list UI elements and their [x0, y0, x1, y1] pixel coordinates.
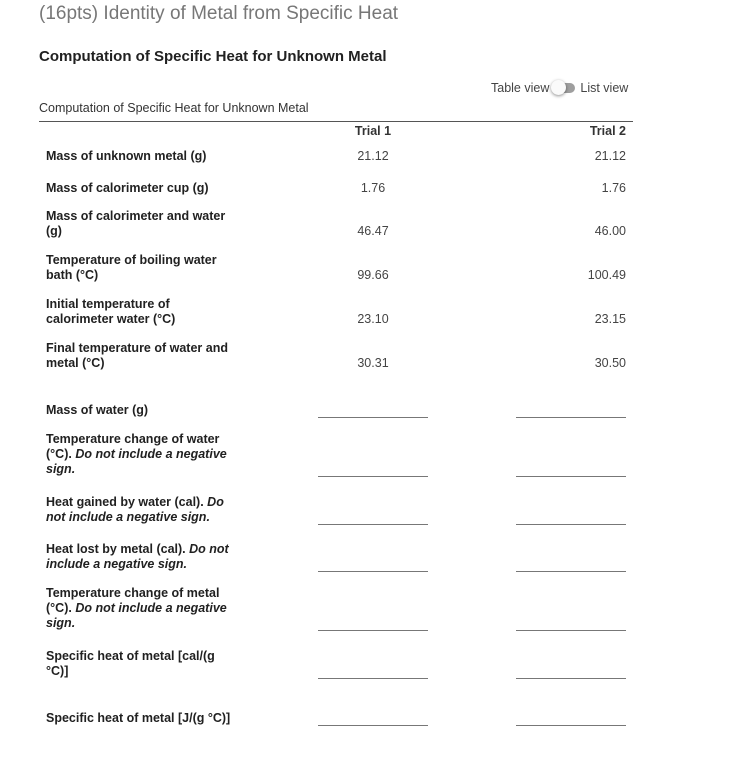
row-note: Do not include a negative sign.	[46, 495, 224, 524]
list-view-label: List view	[580, 81, 629, 95]
trial-2-answer-input[interactable]	[516, 711, 626, 726]
trial-2-value: 23.15	[594, 312, 626, 326]
trial-2-value: 21.12	[594, 149, 626, 163]
table-top-rule	[39, 121, 633, 122]
row-label: Mass of calorimeter cup (g)	[46, 181, 209, 195]
row-label	[46, 495, 230, 525]
trial-2-value: 100.49	[587, 268, 626, 282]
trial-1-answer-input[interactable]	[318, 462, 428, 477]
trial-1-answer-input[interactable]	[318, 557, 428, 572]
view-toggle	[491, 80, 628, 96]
trial-1-value: 23.10	[357, 312, 389, 326]
trial-1-answer-input[interactable]	[318, 711, 428, 726]
trial-1-answer-input[interactable]	[318, 403, 428, 418]
trial-2-value: 1.76	[601, 181, 626, 195]
row-label-text: Mass of water (g)	[46, 403, 149, 417]
row-label	[46, 649, 230, 679]
trial-1-answer-input[interactable]	[318, 616, 428, 631]
table-view-label: Table view	[491, 81, 550, 95]
trial-1-value: 21.12	[357, 149, 389, 163]
table-caption: Computation of Specific Heat for Unknown Metal	[39, 101, 309, 115]
row-label: Initial temperature of calorimeter water (°C)	[46, 297, 176, 326]
column-header-trial-1: Trial 1	[354, 124, 392, 138]
trial-1-answer-input[interactable]	[318, 664, 428, 679]
section-title: Computation of Specific Heat for Unknown Metal	[39, 48, 387, 65]
trial-1-value: 1.76	[360, 181, 386, 195]
row-label	[46, 711, 306, 726]
row-label: Temperature of boiling water bath (°C)	[46, 253, 217, 282]
row-label-text: Specific heat of metal [cal/(g °C)]	[46, 649, 215, 678]
trial-2-answer-input[interactable]	[516, 462, 626, 477]
column-header-trial-2: Trial 2	[589, 124, 626, 138]
row-label-text: Temperature change of water (°C).	[46, 432, 220, 461]
row-label: Mass of calorimeter and water (g)	[46, 209, 226, 238]
row-label: Mass of unknown metal (g)	[46, 149, 207, 163]
row-label-text: Temperature change of metal (°C).	[46, 586, 220, 615]
trial-1-value: 99.66	[357, 268, 389, 282]
row-label	[46, 586, 230, 631]
view-toggle-switch[interactable]	[551, 80, 577, 96]
row-note: Do not include a negative sign.	[46, 542, 229, 571]
row-label	[46, 542, 230, 572]
trial-2-answer-input[interactable]	[516, 557, 626, 572]
trial-1-value: 30.31	[357, 356, 389, 370]
trial-2-answer-input[interactable]	[516, 510, 626, 525]
row-label-text: Heat lost by metal (cal).	[46, 542, 186, 556]
trial-2-answer-input[interactable]	[516, 403, 626, 418]
row-label: Final temperature of water and metal (°C)	[46, 341, 228, 370]
row-label	[46, 403, 230, 418]
row-note: Do not include a negative sign.	[46, 601, 227, 630]
question-title: (16pts) Identity of Metal from Specific Heat	[39, 3, 399, 24]
trial-2-answer-input[interactable]	[516, 664, 626, 679]
row-label-text: Heat gained by water (cal).	[46, 495, 204, 509]
trial-2-value: 30.50	[594, 356, 626, 370]
row-label-text: Specific heat of metal [J/(g °C)]	[46, 711, 231, 725]
row-label	[46, 432, 230, 477]
row-note: Do not include a negative sign.	[46, 447, 227, 476]
trial-2-answer-input[interactable]	[516, 616, 626, 631]
trial-1-value: 46.47	[357, 224, 389, 238]
trial-2-value: 46.00	[594, 224, 626, 238]
trial-1-answer-input[interactable]	[318, 510, 428, 525]
